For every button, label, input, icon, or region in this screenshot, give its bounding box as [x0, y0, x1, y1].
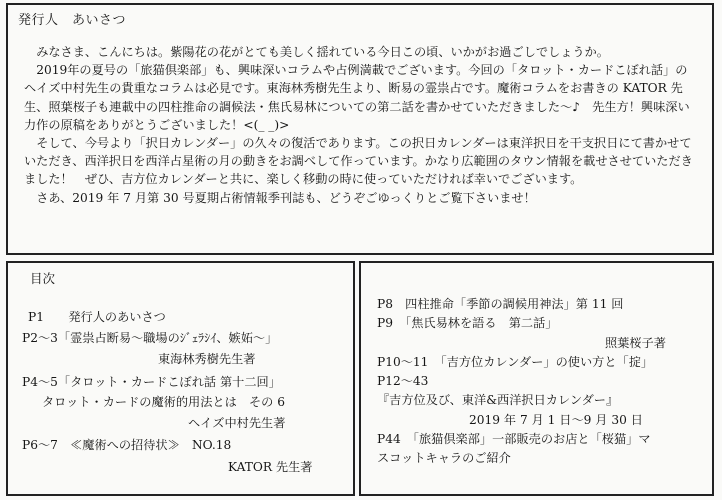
toc-box-left: [6, 261, 355, 496]
toc-heading: 目次: [30, 271, 56, 286]
greeting-title: 発行人 あいさつ: [18, 13, 127, 28]
toc-entry: P1 発行人のあいさつ: [28, 310, 166, 324]
toc-entry-subtitle: タロット・カードの魔術的用法とは その 6: [42, 395, 285, 409]
toc-entry: P44 「旅猫倶楽部」一部販売のお店と「桜猫」マ: [377, 432, 651, 446]
greeting-box: [6, 3, 714, 255]
toc-entry: P10～11 「吉方位カレンダー」の使い方と「掟」: [377, 355, 654, 369]
toc-entry: 『吉方位及び、東洋&西洋択日カレンダー』: [377, 393, 619, 407]
toc-author: 東海林秀樹先生著: [158, 352, 256, 366]
toc-box-right: [359, 261, 714, 496]
toc-date-range: 2019 年 7 月 1 日～9 月 30 日: [469, 413, 643, 427]
greeting-paragraph: さあ、2019 年 7 月第 30 号夏期占術情報季刊誌も、どうぞごゆっくりとご覧下さいませ！: [36, 190, 536, 205]
greeting-paragraph: 2019年の夏号の「旅猫倶楽部」も、興味深いコラムや占例満載でございます。今回の「タロット・カードこぼれ話」のヘイズ中村先生の貴重なコラムは必見です。東海林秀樹先生より、断易の霊祟占です。魔術コラムをお書きの KATOR 先生、照葉桜子も連載中の四柱推命の調候法・焦氏易林についての第二話を書かせていただきました～♪ 先生方！興味深い力作の原稿をありがとうございました！<(_ _)>: [24, 63, 690, 132]
toc-entry: P9 「焦氏易林を語る 第二話」: [377, 316, 558, 330]
toc-entry: P12～43: [377, 374, 429, 388]
toc-author: 照葉桜子著: [605, 336, 666, 350]
greeting-body: [24, 43, 694, 207]
toc-entry: P2～3「霊祟占断易～職場のｼﾞｪﾗｼｲ、嫉妬～」: [22, 331, 278, 345]
greeting-paragraph: そして、今号より「択日カレンダー」の久々の復活であります。この択日カレンダーは東洋択日を干支択日にて書かせていただき、西洋択日を西洋占星術の月の動きをお調べして作っています。かなり広範囲のタウン情報を載せさせていただきました！ ぜひ、吉方位カレンダーと共に、楽しく移動の時に使っていただければ幸いでございます。: [24, 136, 693, 187]
toc-entry: P4～5「タロット・カードこぼれ話 第十二回」: [22, 375, 281, 389]
greeting-paragraph: みなさま、こんにちは。紫陽花の花がとても美しく揺れている今日この頃、いかがお過ごしでしょうか。: [36, 45, 609, 59]
toc-author: KATOR 先生著: [228, 460, 313, 474]
toc-author: ヘイズ中村先生著: [188, 416, 286, 430]
toc-entry: P8 四柱推命「季節の調候用神法」第 11 回: [377, 297, 624, 311]
toc-entry: P6～7 ≪魔術への招待状≫ NO.18: [22, 438, 232, 452]
toc-entry-continued: スコットキャラのご紹介: [377, 451, 511, 465]
